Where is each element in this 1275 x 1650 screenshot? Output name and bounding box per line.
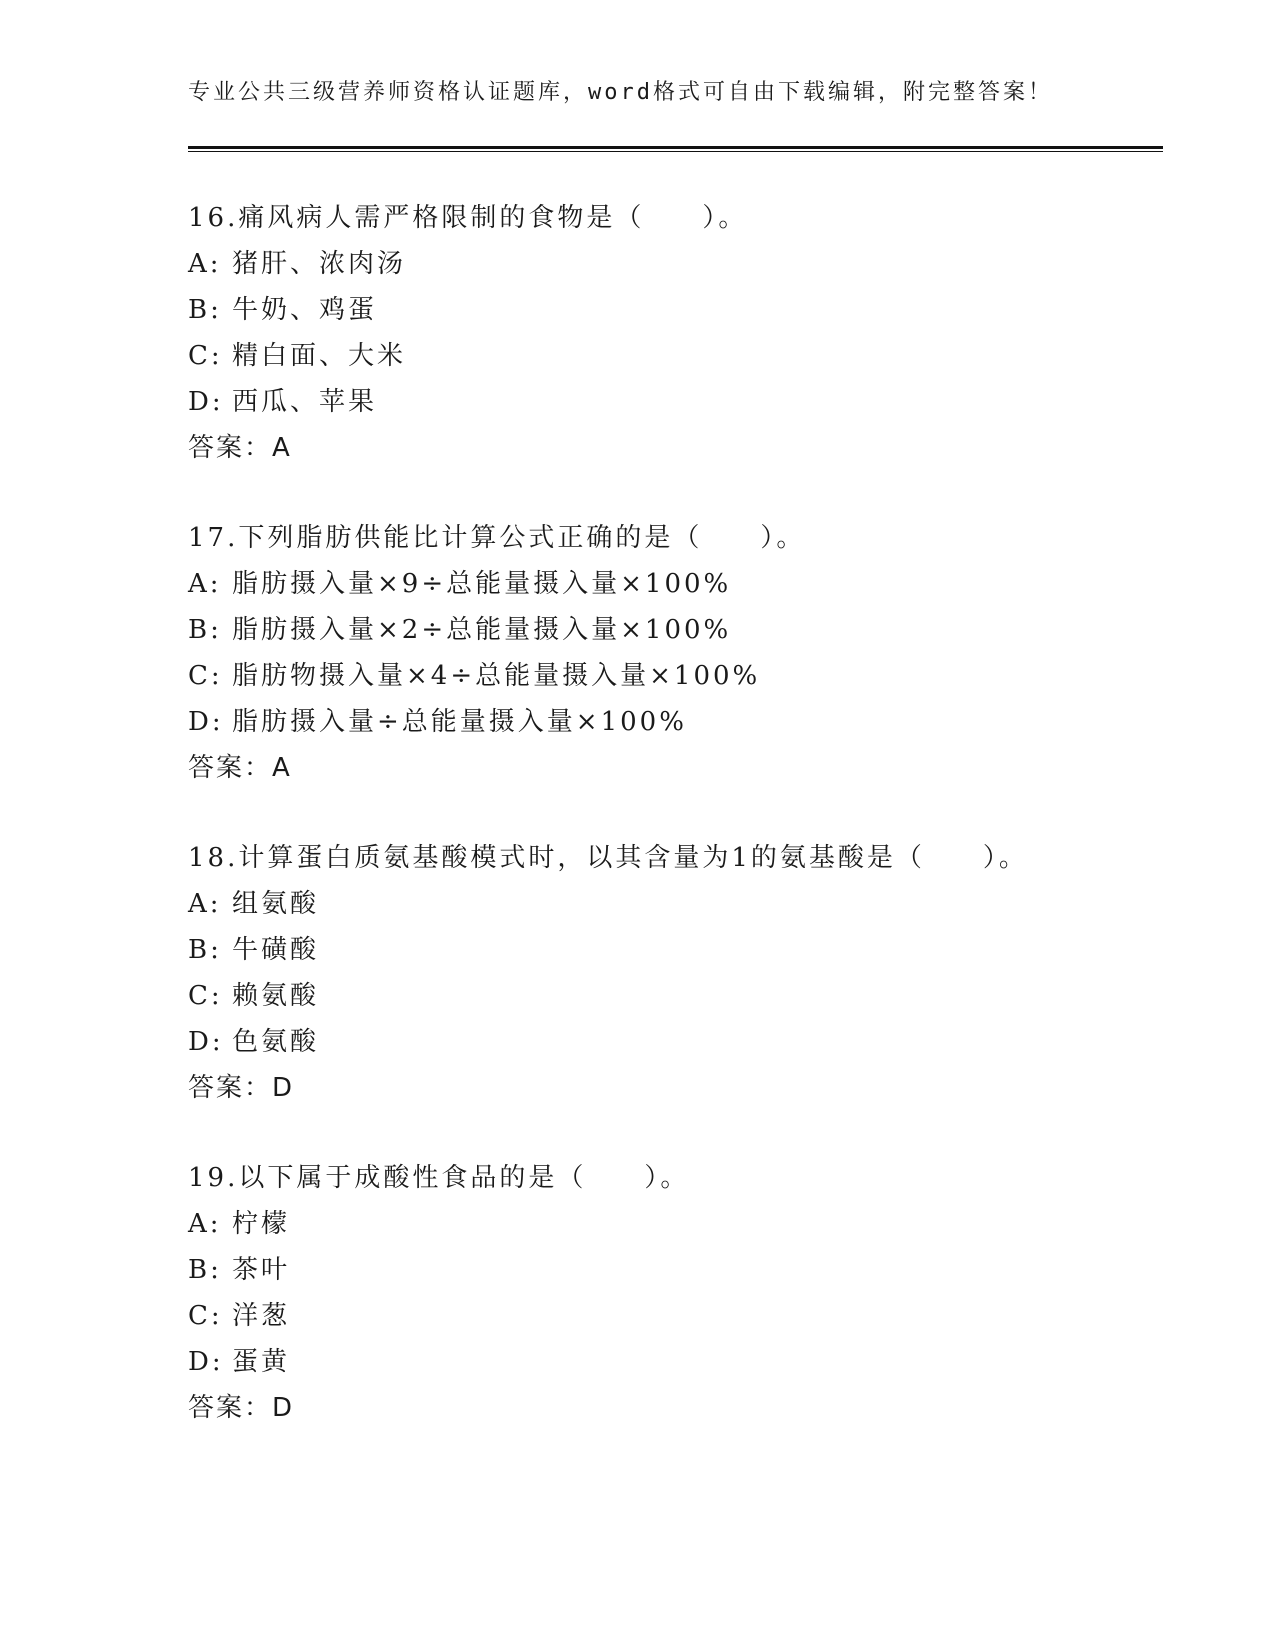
option-a	[188, 881, 1028, 927]
option-text: 蛋黄	[232, 1347, 291, 1377]
option-text: 脂肪摄入量÷总能量摄入量×100%	[232, 707, 687, 737]
option-text: 牛磺酸	[232, 935, 320, 965]
question-title: 18.计算蛋白质氨基酸模式时，以其含量为1的氨基酸是（ ）。	[188, 843, 1028, 873]
question-title: 17.下列脂肪供能比计算公式正确的是（ ）。	[188, 523, 806, 553]
option-key: D:	[188, 1027, 224, 1057]
option-text: 赖氨酸	[232, 981, 320, 1011]
answer-label: 答案：A	[188, 433, 292, 463]
option-key: A:	[188, 569, 222, 599]
option-text: 脂肪摄入量×2÷总能量摄入量×100%	[232, 615, 732, 645]
option-a	[188, 1201, 689, 1247]
option-text: 脂肪物摄入量×4÷总能量摄入量×100%	[232, 661, 761, 691]
option-b	[188, 287, 747, 333]
option-key: A:	[188, 1209, 222, 1239]
option-text: 西瓜、苹果	[232, 387, 378, 417]
answer-label: 答案：D	[188, 1073, 295, 1103]
option-key: C:	[188, 1301, 223, 1331]
option-key: A:	[188, 249, 222, 279]
option-c	[188, 653, 805, 699]
option-key: B:	[188, 615, 222, 645]
option-key: A:	[188, 889, 222, 919]
option-text: 猪肝、浓肉汤	[232, 249, 407, 279]
option-text: 色氨酸	[232, 1027, 320, 1057]
option-text: 组氨酸	[232, 889, 320, 919]
option-text: 精白面、大米	[232, 341, 407, 371]
option-d	[188, 1019, 1028, 1065]
question-17	[188, 515, 805, 791]
option-d	[188, 699, 805, 745]
option-text: 洋葱	[232, 1301, 291, 1331]
option-d	[188, 1339, 689, 1385]
answer-label: 答案：D	[188, 1393, 295, 1423]
option-a	[188, 561, 805, 607]
page-header-text: 专业公共三级营养师资格认证题库，word格式可自由下载编辑，附完整答案！	[188, 80, 1053, 105]
option-c	[188, 973, 1028, 1019]
header-rule-thick	[188, 146, 1163, 149]
header-rule-thin	[188, 151, 1163, 152]
option-c	[188, 1293, 689, 1339]
option-key: B:	[188, 935, 222, 965]
question-18	[188, 835, 1028, 1111]
option-key: C:	[188, 661, 223, 691]
question-16	[188, 195, 747, 471]
option-b	[188, 1247, 689, 1293]
option-a	[188, 241, 747, 287]
option-text: 茶叶	[232, 1255, 291, 1285]
option-key: B:	[188, 295, 222, 325]
option-d	[188, 379, 747, 425]
option-text: 柠檬	[232, 1209, 291, 1239]
option-key: D:	[188, 1347, 224, 1377]
question-title: 19.以下属于成酸性食品的是（ ）。	[188, 1163, 690, 1193]
question-19	[188, 1155, 689, 1431]
option-text: 脂肪摄入量×9÷总能量摄入量×100%	[232, 569, 732, 599]
option-key: D:	[188, 387, 224, 417]
option-key: B:	[188, 1255, 222, 1285]
option-key: C:	[188, 341, 223, 371]
option-b	[188, 607, 805, 653]
option-key: C:	[188, 981, 223, 1011]
option-key: D:	[188, 707, 224, 737]
option-b	[188, 927, 1028, 973]
answer-label: 答案：A	[188, 753, 292, 783]
option-c	[188, 333, 747, 379]
question-title: 16.痛风病人需严格限制的食物是（ ）。	[188, 203, 748, 233]
option-text: 牛奶、鸡蛋	[232, 295, 378, 325]
